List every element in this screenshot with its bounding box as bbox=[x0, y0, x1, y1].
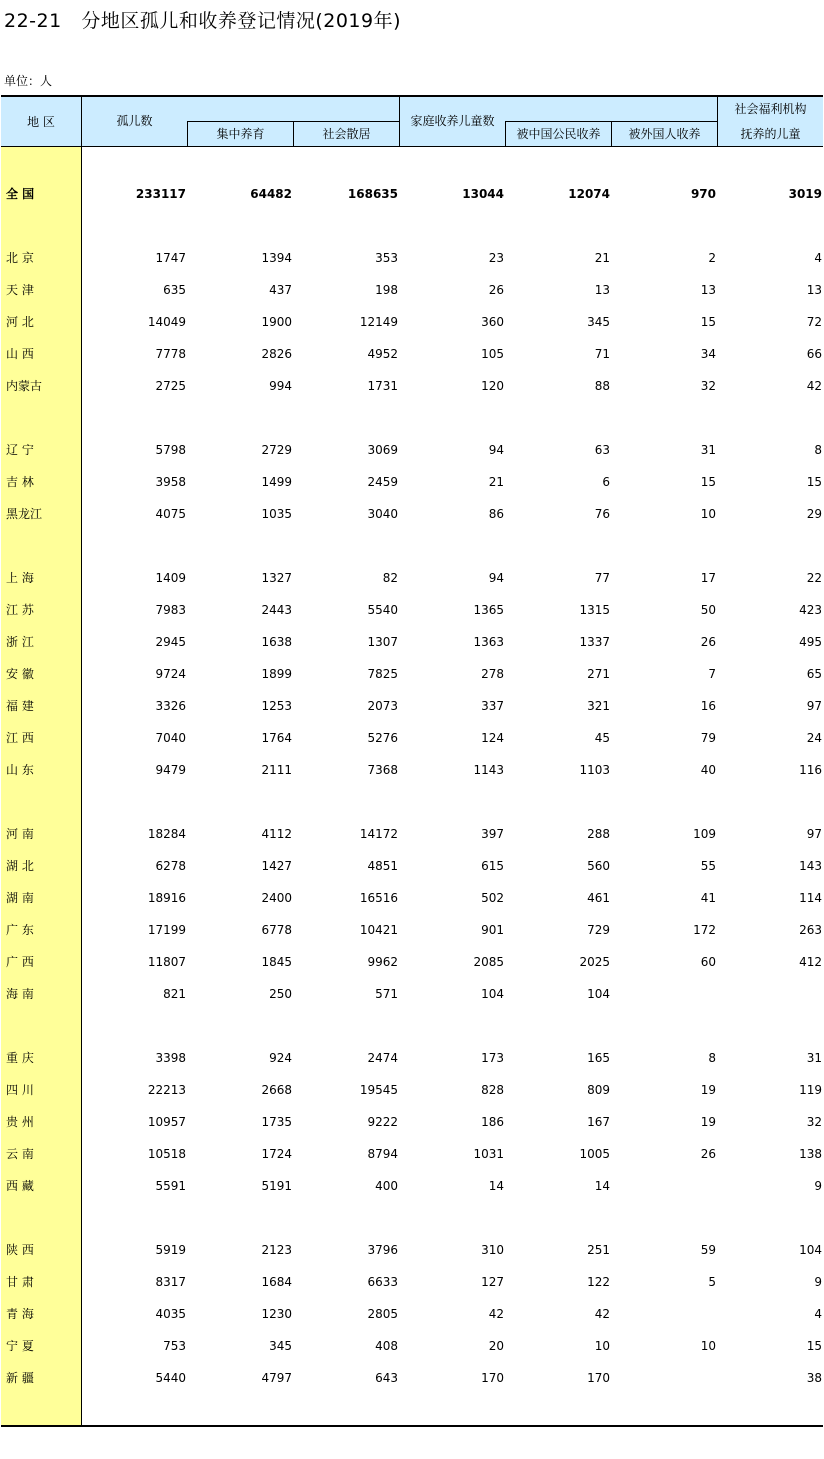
value-cell: 397 bbox=[481, 827, 504, 841]
value-cell: 31 bbox=[806, 1051, 822, 1065]
value-cell: 59 bbox=[700, 1243, 716, 1257]
region-cell: 内蒙古 bbox=[6, 379, 43, 393]
value-cell: 8794 bbox=[367, 1147, 398, 1161]
value-cell: 13044 bbox=[462, 187, 504, 201]
region-cell: 吉 林 bbox=[6, 475, 34, 489]
value-cell: 5276 bbox=[367, 731, 398, 745]
value-cell: 198 bbox=[375, 283, 398, 297]
value-cell: 821 bbox=[163, 987, 186, 1001]
value-cell: 40 bbox=[700, 763, 716, 777]
value-cell: 828 bbox=[481, 1083, 504, 1097]
value-cell: 65 bbox=[806, 667, 822, 681]
region-cell: 天 津 bbox=[6, 283, 34, 297]
value-cell: 26 bbox=[700, 635, 716, 649]
value-cell: 14172 bbox=[359, 827, 398, 841]
value-cell: 10518 bbox=[147, 1147, 186, 1161]
value-cell: 22 bbox=[806, 571, 822, 585]
value-cell: 19 bbox=[700, 1083, 716, 1097]
value-cell: 11807 bbox=[147, 955, 186, 969]
value-cell: 14 bbox=[488, 1179, 504, 1193]
value-cell: 1731 bbox=[367, 379, 398, 393]
value-cell: 15 bbox=[806, 1339, 822, 1353]
value-cell: 138 bbox=[799, 1147, 822, 1161]
table-row bbox=[0, 952, 824, 972]
value-cell: 310 bbox=[481, 1243, 504, 1257]
region-cell: 陕 西 bbox=[6, 1243, 34, 1257]
value-cell: 3796 bbox=[367, 1243, 398, 1257]
region-cell: 安 徽 bbox=[6, 667, 34, 681]
value-cell: 250 bbox=[269, 987, 292, 1001]
value-cell: 994 bbox=[269, 379, 292, 393]
value-cell: 8317 bbox=[155, 1275, 186, 1289]
value-cell: 5798 bbox=[155, 443, 186, 457]
value-cell: 45 bbox=[594, 731, 610, 745]
value-cell: 5540 bbox=[367, 603, 398, 617]
value-cell: 2725 bbox=[155, 379, 186, 393]
value-cell: 8 bbox=[814, 443, 822, 457]
value-cell: 9222 bbox=[367, 1115, 398, 1129]
value-cell: 2729 bbox=[261, 443, 292, 457]
page-title: 22-21 分地区孤儿和收养登记情况(2019年) bbox=[4, 10, 402, 32]
value-cell: 15 bbox=[700, 475, 716, 489]
value-cell: 114 bbox=[799, 891, 822, 905]
value-cell: 14 bbox=[594, 1179, 610, 1193]
region-cell: 广 西 bbox=[6, 955, 34, 969]
value-cell: 437 bbox=[269, 283, 292, 297]
value-cell: 13 bbox=[700, 283, 716, 297]
table-row bbox=[0, 376, 824, 396]
value-cell: 2668 bbox=[261, 1083, 292, 1097]
value-cell: 502 bbox=[481, 891, 504, 905]
value-cell: 2945 bbox=[155, 635, 186, 649]
value-cell: 7368 bbox=[367, 763, 398, 777]
value-cell: 2443 bbox=[261, 603, 292, 617]
value-cell: 23 bbox=[488, 251, 504, 265]
value-cell: 42 bbox=[806, 379, 822, 393]
value-cell: 4112 bbox=[261, 827, 292, 841]
value-cell: 288 bbox=[587, 827, 610, 841]
table-row bbox=[0, 344, 824, 364]
region-cell: 广 东 bbox=[6, 923, 34, 937]
header-domestic: 被中国公民收养 bbox=[516, 127, 601, 141]
value-cell: 400 bbox=[375, 1179, 398, 1193]
table-row bbox=[0, 568, 824, 588]
value-cell: 7825 bbox=[367, 667, 398, 681]
value-cell: 1638 bbox=[261, 635, 292, 649]
value-cell: 105 bbox=[481, 347, 504, 361]
value-cell: 77 bbox=[594, 571, 610, 585]
value-cell: 1143 bbox=[473, 763, 504, 777]
value-cell: 2805 bbox=[367, 1307, 398, 1321]
value-cell: 233117 bbox=[135, 187, 186, 201]
region-cell: 新 疆 bbox=[6, 1371, 34, 1385]
value-cell: 41 bbox=[700, 891, 716, 905]
value-cell: 278 bbox=[481, 667, 504, 681]
value-cell: 2025 bbox=[579, 955, 610, 969]
value-cell: 461 bbox=[587, 891, 610, 905]
header-scattered: 社会散居 bbox=[322, 127, 371, 141]
value-cell: 6 bbox=[602, 475, 610, 489]
value-cell: 5191 bbox=[261, 1179, 292, 1193]
value-cell: 2085 bbox=[473, 955, 504, 969]
value-cell: 173 bbox=[481, 1051, 504, 1065]
value-cell: 9724 bbox=[155, 667, 186, 681]
value-cell: 970 bbox=[690, 187, 716, 201]
value-cell: 71 bbox=[594, 347, 610, 361]
value-cell: 571 bbox=[375, 987, 398, 1001]
value-cell: 1724 bbox=[261, 1147, 292, 1161]
table-top-border bbox=[1, 95, 823, 97]
value-cell: 1899 bbox=[261, 667, 292, 681]
value-cell: 124 bbox=[481, 731, 504, 745]
value-cell: 94 bbox=[488, 571, 504, 585]
table-row bbox=[0, 312, 824, 332]
value-cell: 408 bbox=[375, 1339, 398, 1353]
value-cell: 5919 bbox=[155, 1243, 186, 1257]
value-cell: 4035 bbox=[155, 1307, 186, 1321]
value-cell: 1253 bbox=[261, 699, 292, 713]
value-cell: 2400 bbox=[261, 891, 292, 905]
value-cell: 1230 bbox=[261, 1307, 292, 1321]
header-welfare-line1: 社会福利机构 bbox=[734, 102, 807, 116]
value-cell: 1735 bbox=[261, 1115, 292, 1129]
value-cell: 143 bbox=[799, 859, 822, 873]
region-cell: 福 建 bbox=[6, 699, 34, 713]
table-row bbox=[0, 1240, 824, 1260]
value-cell: 2073 bbox=[367, 699, 398, 713]
value-cell: 21 bbox=[488, 475, 504, 489]
value-cell: 9962 bbox=[367, 955, 398, 969]
value-cell: 9479 bbox=[155, 763, 186, 777]
value-cell: 29 bbox=[806, 507, 822, 521]
header-bottom-border bbox=[1, 146, 823, 147]
header-foreign: 被外国人收养 bbox=[628, 127, 701, 141]
value-cell: 122 bbox=[587, 1275, 610, 1289]
table-row bbox=[0, 440, 824, 460]
value-cell: 18916 bbox=[147, 891, 186, 905]
table-bottom-border bbox=[1, 1425, 823, 1427]
table-row bbox=[0, 1336, 824, 1356]
value-cell: 4 bbox=[814, 1307, 822, 1321]
value-cell: 64482 bbox=[250, 187, 292, 201]
table-row bbox=[0, 1080, 824, 1100]
value-cell: 50 bbox=[700, 603, 716, 617]
value-cell: 4 bbox=[814, 251, 822, 265]
region-cell: 江 西 bbox=[6, 731, 34, 745]
value-cell: 21 bbox=[594, 251, 610, 265]
table-row bbox=[0, 504, 824, 524]
value-cell: 3398 bbox=[155, 1051, 186, 1065]
value-cell: 76 bbox=[594, 507, 610, 521]
value-cell: 167 bbox=[587, 1115, 610, 1129]
region-cell: 四 川 bbox=[6, 1083, 34, 1097]
value-cell: 5440 bbox=[155, 1371, 186, 1385]
value-cell: 6633 bbox=[367, 1275, 398, 1289]
value-cell: 1315 bbox=[579, 603, 610, 617]
region-cell: 青 海 bbox=[6, 1307, 34, 1321]
value-cell: 32 bbox=[700, 379, 716, 393]
value-cell: 263 bbox=[799, 923, 822, 937]
value-cell: 1103 bbox=[579, 763, 610, 777]
value-cell: 104 bbox=[587, 987, 610, 1001]
value-cell: 5 bbox=[708, 1275, 716, 1289]
table-row bbox=[0, 984, 824, 1004]
value-cell: 170 bbox=[481, 1371, 504, 1385]
value-cell: 1327 bbox=[261, 571, 292, 585]
value-cell: 1845 bbox=[261, 955, 292, 969]
header-welfare-line2: 抚养的儿童 bbox=[740, 127, 801, 141]
value-cell: 104 bbox=[799, 1243, 822, 1257]
value-cell: 116 bbox=[799, 763, 822, 777]
table-row bbox=[0, 856, 824, 876]
table-row bbox=[0, 728, 824, 748]
value-cell: 1394 bbox=[261, 251, 292, 265]
value-cell: 12149 bbox=[359, 315, 398, 329]
header-region: 地 区 bbox=[27, 115, 55, 129]
value-cell: 3958 bbox=[155, 475, 186, 489]
value-cell: 16 bbox=[700, 699, 716, 713]
region-cell: 山 西 bbox=[6, 347, 34, 361]
region-cell: 黑龙江 bbox=[6, 507, 43, 521]
value-cell: 119 bbox=[799, 1083, 822, 1097]
value-cell: 63 bbox=[594, 443, 610, 457]
value-cell: 120 bbox=[481, 379, 504, 393]
value-cell: 10957 bbox=[147, 1115, 186, 1129]
value-cell: 79 bbox=[700, 731, 716, 745]
value-cell: 172 bbox=[693, 923, 716, 937]
value-cell: 1031 bbox=[473, 1147, 504, 1161]
value-cell: 1427 bbox=[261, 859, 292, 873]
value-cell: 170 bbox=[587, 1371, 610, 1385]
value-cell: 1363 bbox=[473, 635, 504, 649]
region-cell: 上 海 bbox=[6, 571, 34, 585]
value-cell: 924 bbox=[269, 1051, 292, 1065]
region-cell: 辽 宁 bbox=[6, 443, 34, 457]
value-cell: 560 bbox=[587, 859, 610, 873]
value-cell: 88 bbox=[594, 379, 610, 393]
table-row bbox=[0, 696, 824, 716]
value-cell: 12074 bbox=[568, 187, 610, 201]
value-cell: 2111 bbox=[261, 763, 292, 777]
value-cell: 2 bbox=[708, 251, 716, 265]
region-cell: 贵 州 bbox=[6, 1115, 34, 1129]
value-cell: 809 bbox=[587, 1083, 610, 1097]
value-cell: 19 bbox=[700, 1115, 716, 1129]
value-cell: 16516 bbox=[359, 891, 398, 905]
value-cell: 22213 bbox=[147, 1083, 186, 1097]
value-cell: 321 bbox=[587, 699, 610, 713]
value-cell: 94 bbox=[488, 443, 504, 457]
value-cell: 1499 bbox=[261, 475, 292, 489]
value-cell: 82 bbox=[382, 571, 398, 585]
value-cell: 1409 bbox=[155, 571, 186, 585]
table-row bbox=[0, 760, 824, 780]
unit-label: 单位：人 bbox=[4, 74, 53, 88]
value-cell: 6778 bbox=[261, 923, 292, 937]
table-row bbox=[0, 280, 824, 300]
region-cell: 山 东 bbox=[6, 763, 34, 777]
table-row bbox=[0, 824, 824, 844]
value-cell: 24 bbox=[806, 731, 822, 745]
table-row bbox=[0, 632, 824, 652]
value-cell: 412 bbox=[799, 955, 822, 969]
value-cell: 495 bbox=[799, 635, 822, 649]
region-cell: 湖 北 bbox=[6, 859, 34, 873]
table-row bbox=[0, 664, 824, 684]
value-cell: 7778 bbox=[155, 347, 186, 361]
value-cell: 3326 bbox=[155, 699, 186, 713]
value-cell: 18284 bbox=[147, 827, 186, 841]
value-cell: 42 bbox=[488, 1307, 504, 1321]
value-cell: 4797 bbox=[261, 1371, 292, 1385]
value-cell: 1684 bbox=[261, 1275, 292, 1289]
region-cell: 甘 肃 bbox=[6, 1275, 34, 1289]
value-cell: 31 bbox=[700, 443, 716, 457]
value-cell: 14049 bbox=[147, 315, 186, 329]
value-cell: 2123 bbox=[261, 1243, 292, 1257]
value-cell: 32 bbox=[806, 1115, 822, 1129]
value-cell: 2459 bbox=[367, 475, 398, 489]
region-cell: 浙 江 bbox=[6, 635, 34, 649]
value-cell: 4952 bbox=[367, 347, 398, 361]
region-cell: 江 苏 bbox=[6, 603, 34, 617]
value-cell: 9 bbox=[814, 1179, 822, 1193]
value-cell: 66 bbox=[806, 347, 822, 361]
value-cell: 2826 bbox=[261, 347, 292, 361]
value-cell: 1035 bbox=[261, 507, 292, 521]
value-cell: 9 bbox=[814, 1275, 822, 1289]
value-cell: 3040 bbox=[367, 507, 398, 521]
value-cell: 13 bbox=[806, 283, 822, 297]
value-cell: 10421 bbox=[359, 923, 398, 937]
region-cell: 湖 南 bbox=[6, 891, 34, 905]
value-cell: 1307 bbox=[367, 635, 398, 649]
value-cell: 1747 bbox=[155, 251, 186, 265]
value-cell: 3019 bbox=[788, 187, 822, 201]
value-cell: 15 bbox=[806, 475, 822, 489]
region-cell: 北 京 bbox=[6, 251, 34, 265]
value-cell: 615 bbox=[481, 859, 504, 873]
value-cell: 127 bbox=[481, 1275, 504, 1289]
value-cell: 60 bbox=[700, 955, 716, 969]
table-row bbox=[0, 1304, 824, 1324]
value-cell: 353 bbox=[375, 251, 398, 265]
table-row bbox=[0, 1112, 824, 1132]
value-cell: 10 bbox=[700, 1339, 716, 1353]
value-cell: 97 bbox=[806, 827, 822, 841]
table-row bbox=[0, 1048, 824, 1068]
value-cell: 10 bbox=[594, 1339, 610, 1353]
region-cell: 海 南 bbox=[6, 987, 34, 1001]
value-cell: 337 bbox=[481, 699, 504, 713]
region-cell: 宁 夏 bbox=[6, 1339, 34, 1353]
region-cell: 重 庆 bbox=[6, 1051, 34, 1065]
value-cell: 8 bbox=[708, 1051, 716, 1065]
value-cell: 26 bbox=[488, 283, 504, 297]
value-cell: 901 bbox=[481, 923, 504, 937]
value-cell: 165 bbox=[587, 1051, 610, 1065]
total-row bbox=[0, 184, 824, 204]
value-cell: 34 bbox=[700, 347, 716, 361]
value-cell: 7040 bbox=[155, 731, 186, 745]
value-cell: 17 bbox=[700, 571, 716, 585]
table-row bbox=[0, 248, 824, 268]
value-cell: 4075 bbox=[155, 507, 186, 521]
table-row bbox=[0, 1272, 824, 1292]
value-cell: 17199 bbox=[147, 923, 186, 937]
value-cell: 7983 bbox=[155, 603, 186, 617]
value-cell: 1764 bbox=[261, 731, 292, 745]
table-row bbox=[0, 1176, 824, 1196]
value-cell: 345 bbox=[269, 1339, 292, 1353]
value-cell: 423 bbox=[799, 603, 822, 617]
value-cell: 109 bbox=[693, 827, 716, 841]
value-cell: 72 bbox=[806, 315, 822, 329]
value-cell: 4851 bbox=[367, 859, 398, 873]
value-cell: 55 bbox=[700, 859, 716, 873]
value-cell: 271 bbox=[587, 667, 610, 681]
value-cell: 7 bbox=[708, 667, 716, 681]
value-cell: 10 bbox=[700, 507, 716, 521]
value-cell: 5591 bbox=[155, 1179, 186, 1193]
value-cell: 1337 bbox=[579, 635, 610, 649]
value-cell: 38 bbox=[806, 1371, 822, 1385]
value-cell: 19545 bbox=[359, 1083, 398, 1097]
table-row bbox=[0, 600, 824, 620]
table-row bbox=[0, 920, 824, 940]
region-cell: 河 南 bbox=[6, 827, 34, 841]
region-cell: 西 藏 bbox=[6, 1179, 34, 1193]
value-cell: 2474 bbox=[367, 1051, 398, 1065]
value-cell: 15 bbox=[700, 315, 716, 329]
value-cell: 753 bbox=[163, 1339, 186, 1353]
region-cell: 全 国 bbox=[6, 187, 35, 201]
value-cell: 635 bbox=[163, 283, 186, 297]
value-cell: 1900 bbox=[261, 315, 292, 329]
value-cell: 729 bbox=[587, 923, 610, 937]
region-cell: 河 北 bbox=[6, 315, 34, 329]
header-orphans: 孤儿数 bbox=[116, 114, 153, 128]
value-cell: 251 bbox=[587, 1243, 610, 1257]
value-cell: 345 bbox=[587, 315, 610, 329]
value-cell: 13 bbox=[594, 283, 610, 297]
table-row bbox=[0, 1368, 824, 1388]
header-centralized: 集中养育 bbox=[216, 127, 265, 141]
table-row bbox=[0, 472, 824, 492]
value-cell: 168635 bbox=[347, 187, 398, 201]
table-row bbox=[0, 1144, 824, 1164]
value-cell: 3069 bbox=[367, 443, 398, 457]
value-cell: 6278 bbox=[155, 859, 186, 873]
region-cell: 云 南 bbox=[6, 1147, 34, 1161]
value-cell: 97 bbox=[806, 699, 822, 713]
value-cell: 1365 bbox=[473, 603, 504, 617]
header-family-adoption: 家庭收养儿童数 bbox=[410, 114, 495, 128]
value-cell: 26 bbox=[700, 1147, 716, 1161]
value-cell: 104 bbox=[481, 987, 504, 1001]
value-cell: 186 bbox=[481, 1115, 504, 1129]
value-cell: 1005 bbox=[579, 1147, 610, 1161]
value-cell: 20 bbox=[488, 1339, 504, 1353]
table-row bbox=[0, 888, 824, 908]
value-cell: 42 bbox=[594, 1307, 610, 1321]
value-cell: 86 bbox=[488, 507, 504, 521]
value-cell: 360 bbox=[481, 315, 504, 329]
value-cell: 643 bbox=[375, 1371, 398, 1385]
